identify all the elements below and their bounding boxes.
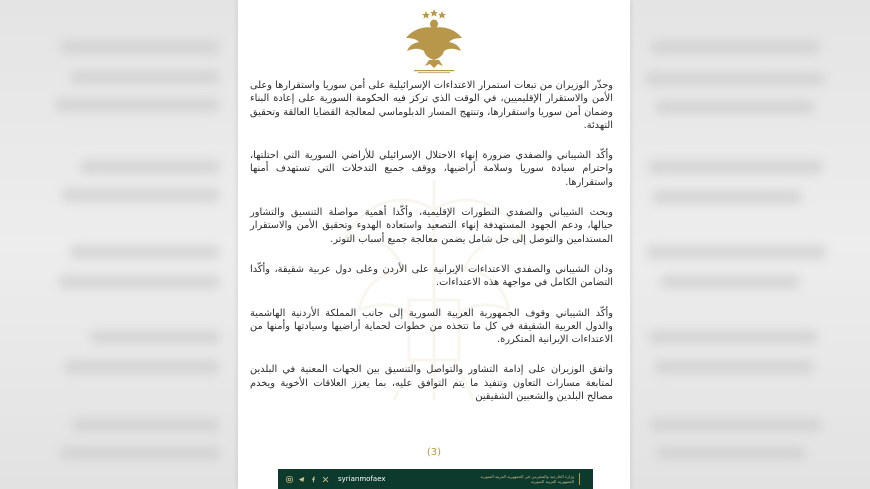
paragraph-1: وحذّر الوزيران من تبعات استمرار الاعتداءات الإسرائيلية على أمن سوريا واستقرارها وعلى الأمن والاستقرار الإقليميين، في الوقت الذي تركز فيه الحكومة السورية على إعادة البناء وضمان أمن سوريا واستقرارها، وتنتهج المسار الدبلوماسي لمعالجة القضايا العالقة وتحقيق التهدئة. — [250, 80, 613, 131]
facebook-icon[interactable] — [310, 476, 317, 483]
social-links — [286, 475, 386, 483]
ministry-line-1: وزارة الخارجية والمغتربين في الجمهورية العربية السورية — [480, 474, 574, 479]
footer-divider — [579, 473, 580, 485]
paragraph-2: وأكّد الشيباني والصفدي ضرورة إنهاء الاحتلال الإسرائيلي للأراضي السورية التي احتلتها، واحترام سيادة سوريا وسلامة أراضيها، ووقف جميع التدخلات التي تستهدف أمنها واستقرارها. — [250, 150, 613, 188]
footer-bar — [278, 469, 593, 489]
social-handle[interactable]: syrianmofaex — [338, 475, 386, 483]
telegram-icon[interactable] — [298, 476, 305, 483]
document-page — [238, 0, 630, 489]
ministry-info — [481, 473, 585, 485]
eagle-emblem-icon — [404, 8, 464, 74]
blurred-background-left — [0, 0, 238, 489]
ministry-line-2: الجمهورية العربية السورية — [531, 479, 574, 484]
body-text — [250, 79, 613, 420]
ministry-text — [481, 474, 574, 484]
x-icon[interactable] — [322, 476, 329, 483]
instagram-icon[interactable] — [286, 476, 293, 483]
page-number: (3) — [426, 447, 442, 458]
paragraph-3: وبحث الشيباني والصفدي التطورات الإقليمية، وأكّدا أهمية مواصلة التنسيق والتشاور حيالها، ودعم الجهود المستهدفة إنهاء التصعيد واستعادة الهدوء وتحقيق الأمن والاستقرار المستدامين والتوصل إلى حل شامل يضمن معالجة جميع أسباب التوتر. — [250, 207, 613, 245]
blurred-background-right — [630, 0, 870, 489]
paragraph-6: واتفق الوزيران على إدامة التشاور والتواصل والتنسيق بين الجهات المعنية في البلدين لمتابعة مسارات التعاون وتنفيذ ما يتم التوافق عليه، بما يعزز العلاقات الأخوية ويخدم مصالح البلدين والشعبين الشقيقين — [250, 364, 613, 403]
paragraph-4: ودان الشيباني والصفدي الاعتداءات الإيرانية على الأردن وعلى دول عربية شقيقة، وأكّدا التضامن الكامل في مواجهة هذه الاعتداءات. — [250, 263, 613, 289]
paragraph-5: وأكّد الشيباني وقوف الجمهورية العربية السورية إلى جانب المملكة الأردنية الهاشمية والدول العربية الشقيقة في كل ما تتخذه من خطوات لحماية أراضيها وسيادتها وأمنها من الاعتداءات الإيرانية المتكررة. — [250, 307, 613, 346]
